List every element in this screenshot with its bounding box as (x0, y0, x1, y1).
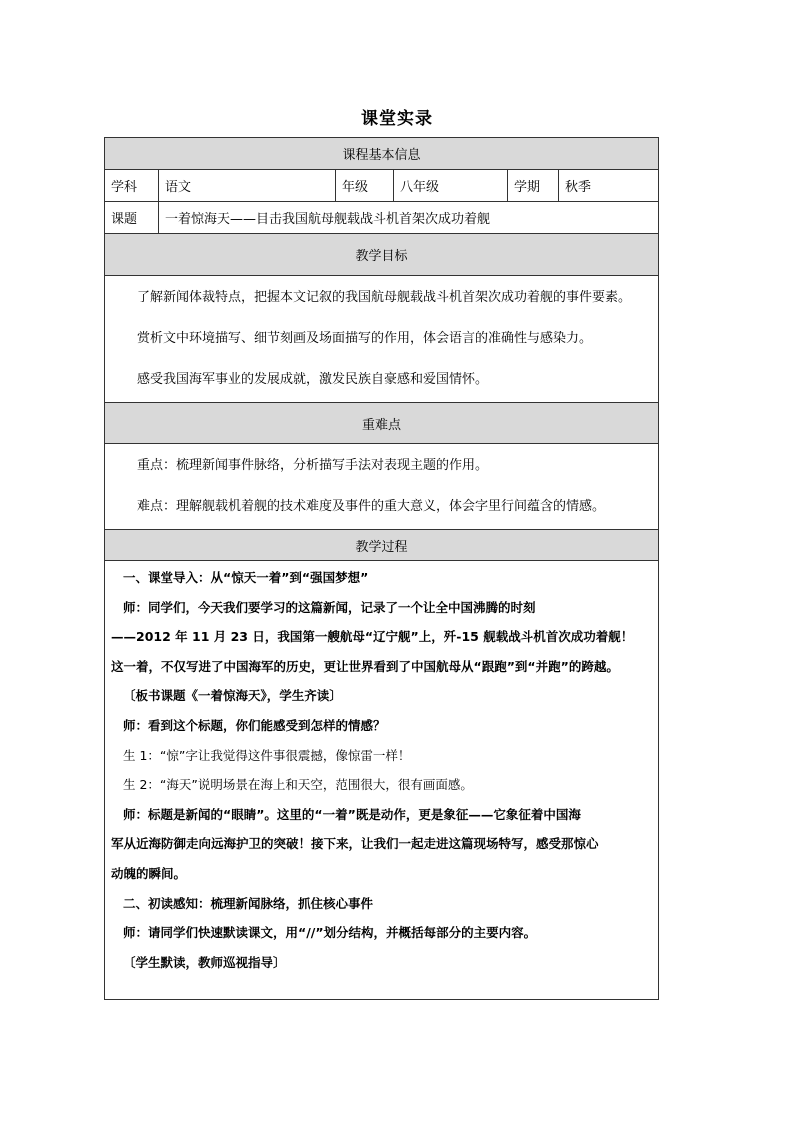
topic-label: 课题 (105, 202, 159, 234)
key-points-header: 重难点 (105, 403, 659, 444)
teacher-line: 动魄的瞬间。 (111, 865, 187, 881)
teacher-line: 军从近海防御走向远海护卫的突破！接下来，让我们一起走进这篇现场特写，感受那惊心 (111, 836, 599, 852)
student-line: 生 1：“惊”字让我觉得这件事很震撼，像惊雷一样！ (123, 747, 411, 763)
process-header: 教学过程 (105, 530, 659, 561)
lesson-record-table (104, 137, 659, 1000)
student-line: 生 2：“海天”说明场景在海上和天空，范围很大，很有画面感。 (123, 777, 473, 793)
grade-value: 八年级 (394, 170, 508, 202)
subject-label: 学科 (105, 170, 159, 202)
teacher-line: 师：看到这个标题，你们能感受到怎样的情感？ (123, 717, 386, 733)
page-title: 课堂实录 (361, 109, 433, 129)
key-point-item: 难点：理解舰载机着舰的技术难度及事件的重大意义，体会字里行间蕴含的情感。 (137, 499, 606, 514)
basic-info-header: 课程基本信息 (105, 138, 659, 170)
process-header-row (105, 530, 659, 561)
objective-item: 赏析文中环境描写、细节刻画及场面描写的作用，体会语言的准确性与感染力。 (137, 331, 593, 346)
topic-row (105, 202, 659, 234)
section-heading: 二、初读感知：梳理新闻脉络，抓住核心事件 (123, 895, 374, 911)
teacher-line: 师：请同学们快速默读课文，用“//”划分结构，并概括每部分的主要内容。 (123, 925, 537, 941)
basic-info-header-row (105, 138, 659, 170)
key-points-row (105, 444, 659, 530)
subject-value: 语文 (159, 170, 336, 202)
teacher-line: ——2012 年 11 月 23 日，我国第一艘航母“辽宁舰”上，歼-15 舰载战斗机首次成功着舰！ (111, 629, 634, 645)
objectives-content (105, 276, 659, 403)
teacher-line: 这一着，不仅写进了中国海军的历史，更让世界看到了中国航母从“跟跑”到“并跑”的跨越。 (111, 658, 619, 674)
key-points-header-row (105, 403, 659, 444)
objectives-row (105, 276, 659, 403)
process-row (105, 561, 659, 1000)
objectives-header-row (105, 234, 659, 276)
teacher-line: 师：同学们，今天我们要学习的这篇新闻，记录了一个让全中国沸腾的时刻 (123, 599, 536, 615)
topic-value: 一着惊海天——目击我国航母舰载战斗机首架次成功着舰 (159, 202, 659, 234)
objective-item: 了解新闻体裁特点，把握本文记叙的我国航母舰载战斗机首架次成功着舰的事件要素。 (137, 290, 632, 305)
grade-label: 年级 (336, 170, 394, 202)
term-value: 秋季 (559, 170, 659, 202)
process-content (105, 561, 659, 1000)
stage-note: 〔板书课题《一着惊海天》，学生齐读〕 (123, 688, 342, 704)
objectives-header: 教学目标 (105, 234, 659, 276)
objective-item: 感受我国海军事业的发展成就，激发民族自豪感和爱国情怀。 (137, 372, 489, 387)
teacher-line: 师：标题是新闻的“眼睛”。这里的“一着”既是动作，更是象征——它象征着中国海 (123, 806, 581, 822)
section-heading: 一、课堂导入：从“惊天一着”到“强国梦想” (123, 570, 369, 585)
stage-note: 〔学生默读，教师巡视指导〕 (123, 954, 286, 970)
key-points-content (105, 444, 659, 530)
key-point-item: 重点：梳理新闻事件脉络，分析描写手法对表现主题的作用。 (137, 458, 489, 473)
basic-info-row (105, 170, 659, 202)
term-label: 学期 (508, 170, 559, 202)
